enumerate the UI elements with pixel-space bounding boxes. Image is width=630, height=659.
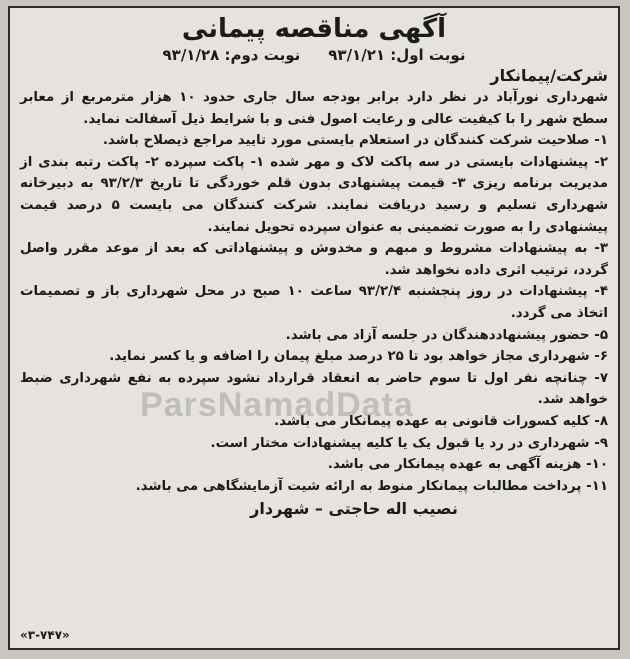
watermark: ParsNamadData: [140, 386, 414, 424]
ad-title: آگهی مناقصه پیمانی: [181, 14, 447, 44]
condition-item: ۷- چنانچه نفر اول تا سوم حاضر به انعقاد قرارداد نشود سپرده به نفع شهرداری ضبط خواهد شد.: [20, 370, 608, 408]
newspaper-ad: [8, 6, 620, 650]
ad-code: «۳-۷۴۷»: [20, 628, 70, 642]
signer: نصیب اله حاجتی – شهردار: [250, 499, 458, 519]
company-label: شرکت/پیمانکار: [490, 66, 608, 85]
condition-item: ۵- حضور پیشنهاددهندگان در جلسه آزاد می باشد.: [285, 327, 608, 343]
condition-item: ۲- پیشنهادات بایستی در سه پاکت لاک و مهر شده ۱- پاکت سپرده ۲- پاکت رتبه بندی از مدیریت برنامه ریزی ۳- قیمت پیشنهادی بدون قلم خوردگی تا تاریخ ۹۳/۲/۳ به دبیرخانه شهرداری تسلیم و رسید دریافت نمایند. شرکت کنندگان می بایست ۵ درصد قیمت پیشنهادی را به صورت تضمینی به عنوان سپرده تحویل نمایند.: [20, 154, 608, 235]
turn-second: نوبت دوم: ۹۳/۱/۲۸: [162, 46, 301, 64]
publication-dates: [20, 46, 608, 64]
condition-item: ۶- شهرداری مجاز خواهد بود تا ۲۵ درصد مبلغ پیمان را اضافه و یا کسر نماید.: [109, 349, 608, 365]
condition-item: ۱- صلاحیت شرکت کنندگان در استعلام بایستی مورد تایید مراجع ذیصلاح باشد.: [102, 133, 608, 149]
condition-item: ۸- کلیه کسورات قانونی به عهده پیمانکار می باشد.: [274, 413, 608, 429]
turn-first: نوبت اول: ۹۳/۱/۲۱: [328, 46, 466, 64]
intro-paragraph: شهرداری نورآباد در نظر دارد برابر بودجه سال جاری حدود ۱۰ هزار مترمربع از معابر سطح شهر را با کیفیت عالی و رعایت اصول فنی و با شرایط ذیل آسفالت نماید.: [20, 90, 608, 127]
condition-item: ۳- به پیشنهادات مشروط و مبهم و مخدوش و پیشنهاداتی که بعد از موعد مقرر واصل گردد، ترتیب اثری داده نخواهد شد.: [20, 241, 608, 278]
condition-item: ۱۱- پرداخت مطالبات پیمانکار منوط به ارائه شیت آزمایشگاهی می باشد.: [135, 478, 608, 494]
condition-item: ۹- شهرداری در رد یا قبول یک یا کلیه پیشنهادات مختار است.: [210, 435, 608, 451]
condition-item: ۴- پیشنهادات در روز پنجشنبه ۹۳/۲/۴ ساعت ۱۰ صبح در محل شهرداری باز و تصمیمات اتخاذ می گردد.: [20, 284, 609, 321]
condition-item: ۱۰- هزینه آگهی به عهده پیمانکار می باشد.: [327, 457, 608, 473]
